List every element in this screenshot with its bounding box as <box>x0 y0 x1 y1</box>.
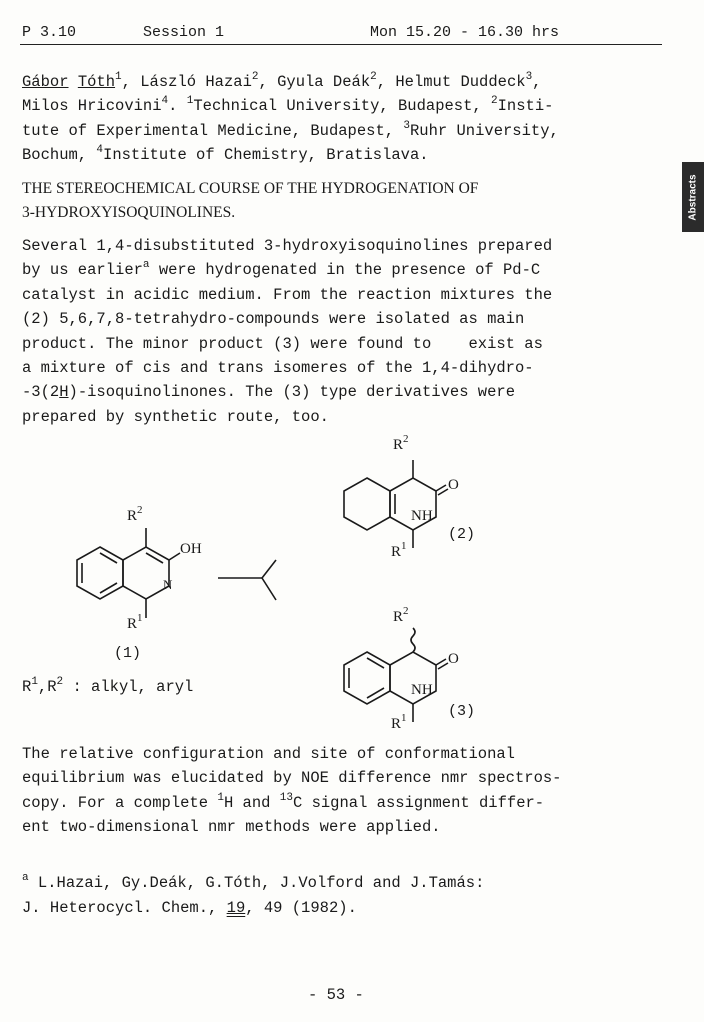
c1-n-label: N <box>163 577 173 592</box>
compound-3-label: (3) <box>448 703 476 720</box>
c2-r2-label: $R^2$ <box>393 433 409 453</box>
abstract-title: THE STEREOCHEMICAL COURSE OF THE HYDROGENATION OF 3-HYDROXYISOQUINOLINES. <box>22 180 479 221</box>
compound-1-label: (1) <box>114 645 142 662</box>
author-list: Gábor Tóth$^1$, László Hazai$^2$, Gyula Deák$^2$, Helmut Duddeck$^3$, Milos Hricovini$^4$. $^1$Technical University, Budapest, $^2$Insti- tute of Experimental Medicine, Budapest, $^3$Ruhr University, Bochum, $^4$Institute of Chemistry, Bratislava. <box>22 71 559 165</box>
author-last-name: Tóth <box>77 73 116 91</box>
reaction-arrow <box>218 560 276 600</box>
c3-r2-label: $R^2$ <box>393 605 409 625</box>
c3-nh-label: NH <box>411 682 433 698</box>
c1-oh-label: OH <box>180 541 202 557</box>
compound-2-label: (2) <box>448 526 476 543</box>
c2-r1-label: $R^1$ <box>391 540 407 560</box>
c1-r2-label: $R^2$ <box>127 504 143 524</box>
c3-o-label: O <box>448 651 459 667</box>
author-first-name: Gábor <box>22 73 69 91</box>
compound-2-structure <box>344 460 448 548</box>
abstracts-tab: Abstracts <box>682 162 704 232</box>
substituent-legend: $R^1,R^2$ : alkyl, aryl <box>22 676 194 696</box>
footnote-reference: $^a$ L.Hazai, Gy.Deák, G.Tóth, J.Volford and J.Tamás: J. Heterocycl. Chem., 19, 49 (1982). <box>22 872 485 917</box>
c2-o-label: O <box>448 477 459 493</box>
compound-3-structure <box>344 628 448 722</box>
compound-1-structure <box>77 528 180 618</box>
c1-r1-label: $R^1$ <box>127 612 143 632</box>
session-label: Session 1 <box>143 24 225 41</box>
session-time: Mon 15.20 - 16.30 hrs <box>370 24 560 41</box>
c2-nh-label: NH <box>411 508 433 524</box>
page-number: - 53 - <box>308 986 364 1004</box>
paper-id: P 3.10 <box>22 24 77 41</box>
c3-r1-label: $R^1$ <box>391 712 407 732</box>
abstract-body-paragraph-2: The relative configuration and site of conformational equilibrium was elucidated by NOE difference nmr spectros- copy. For a complete $^1$H and $^{13}$C signal assignment differ- ent two-dimensional nmr methods were applied. <box>22 745 562 837</box>
abstract-body-paragraph-1: Several 1,4-disubstituted 3-hydroxyisoquinolines prepared by us earlier$^a$ were hydrogenated in the presence of Pd-C catalyst in acidic medium. From the reaction mixtures the (2) 5,6,7,8-tetrahydro-compounds were isolated as main product. The minor product (3) were found to exist as a mixture of cis and trans isomeres of the 1,4-dihydro- -3(2H)-isoquinolinones. The (3) type derivatives were prepared by synthetic route, too. <box>22 237 553 426</box>
